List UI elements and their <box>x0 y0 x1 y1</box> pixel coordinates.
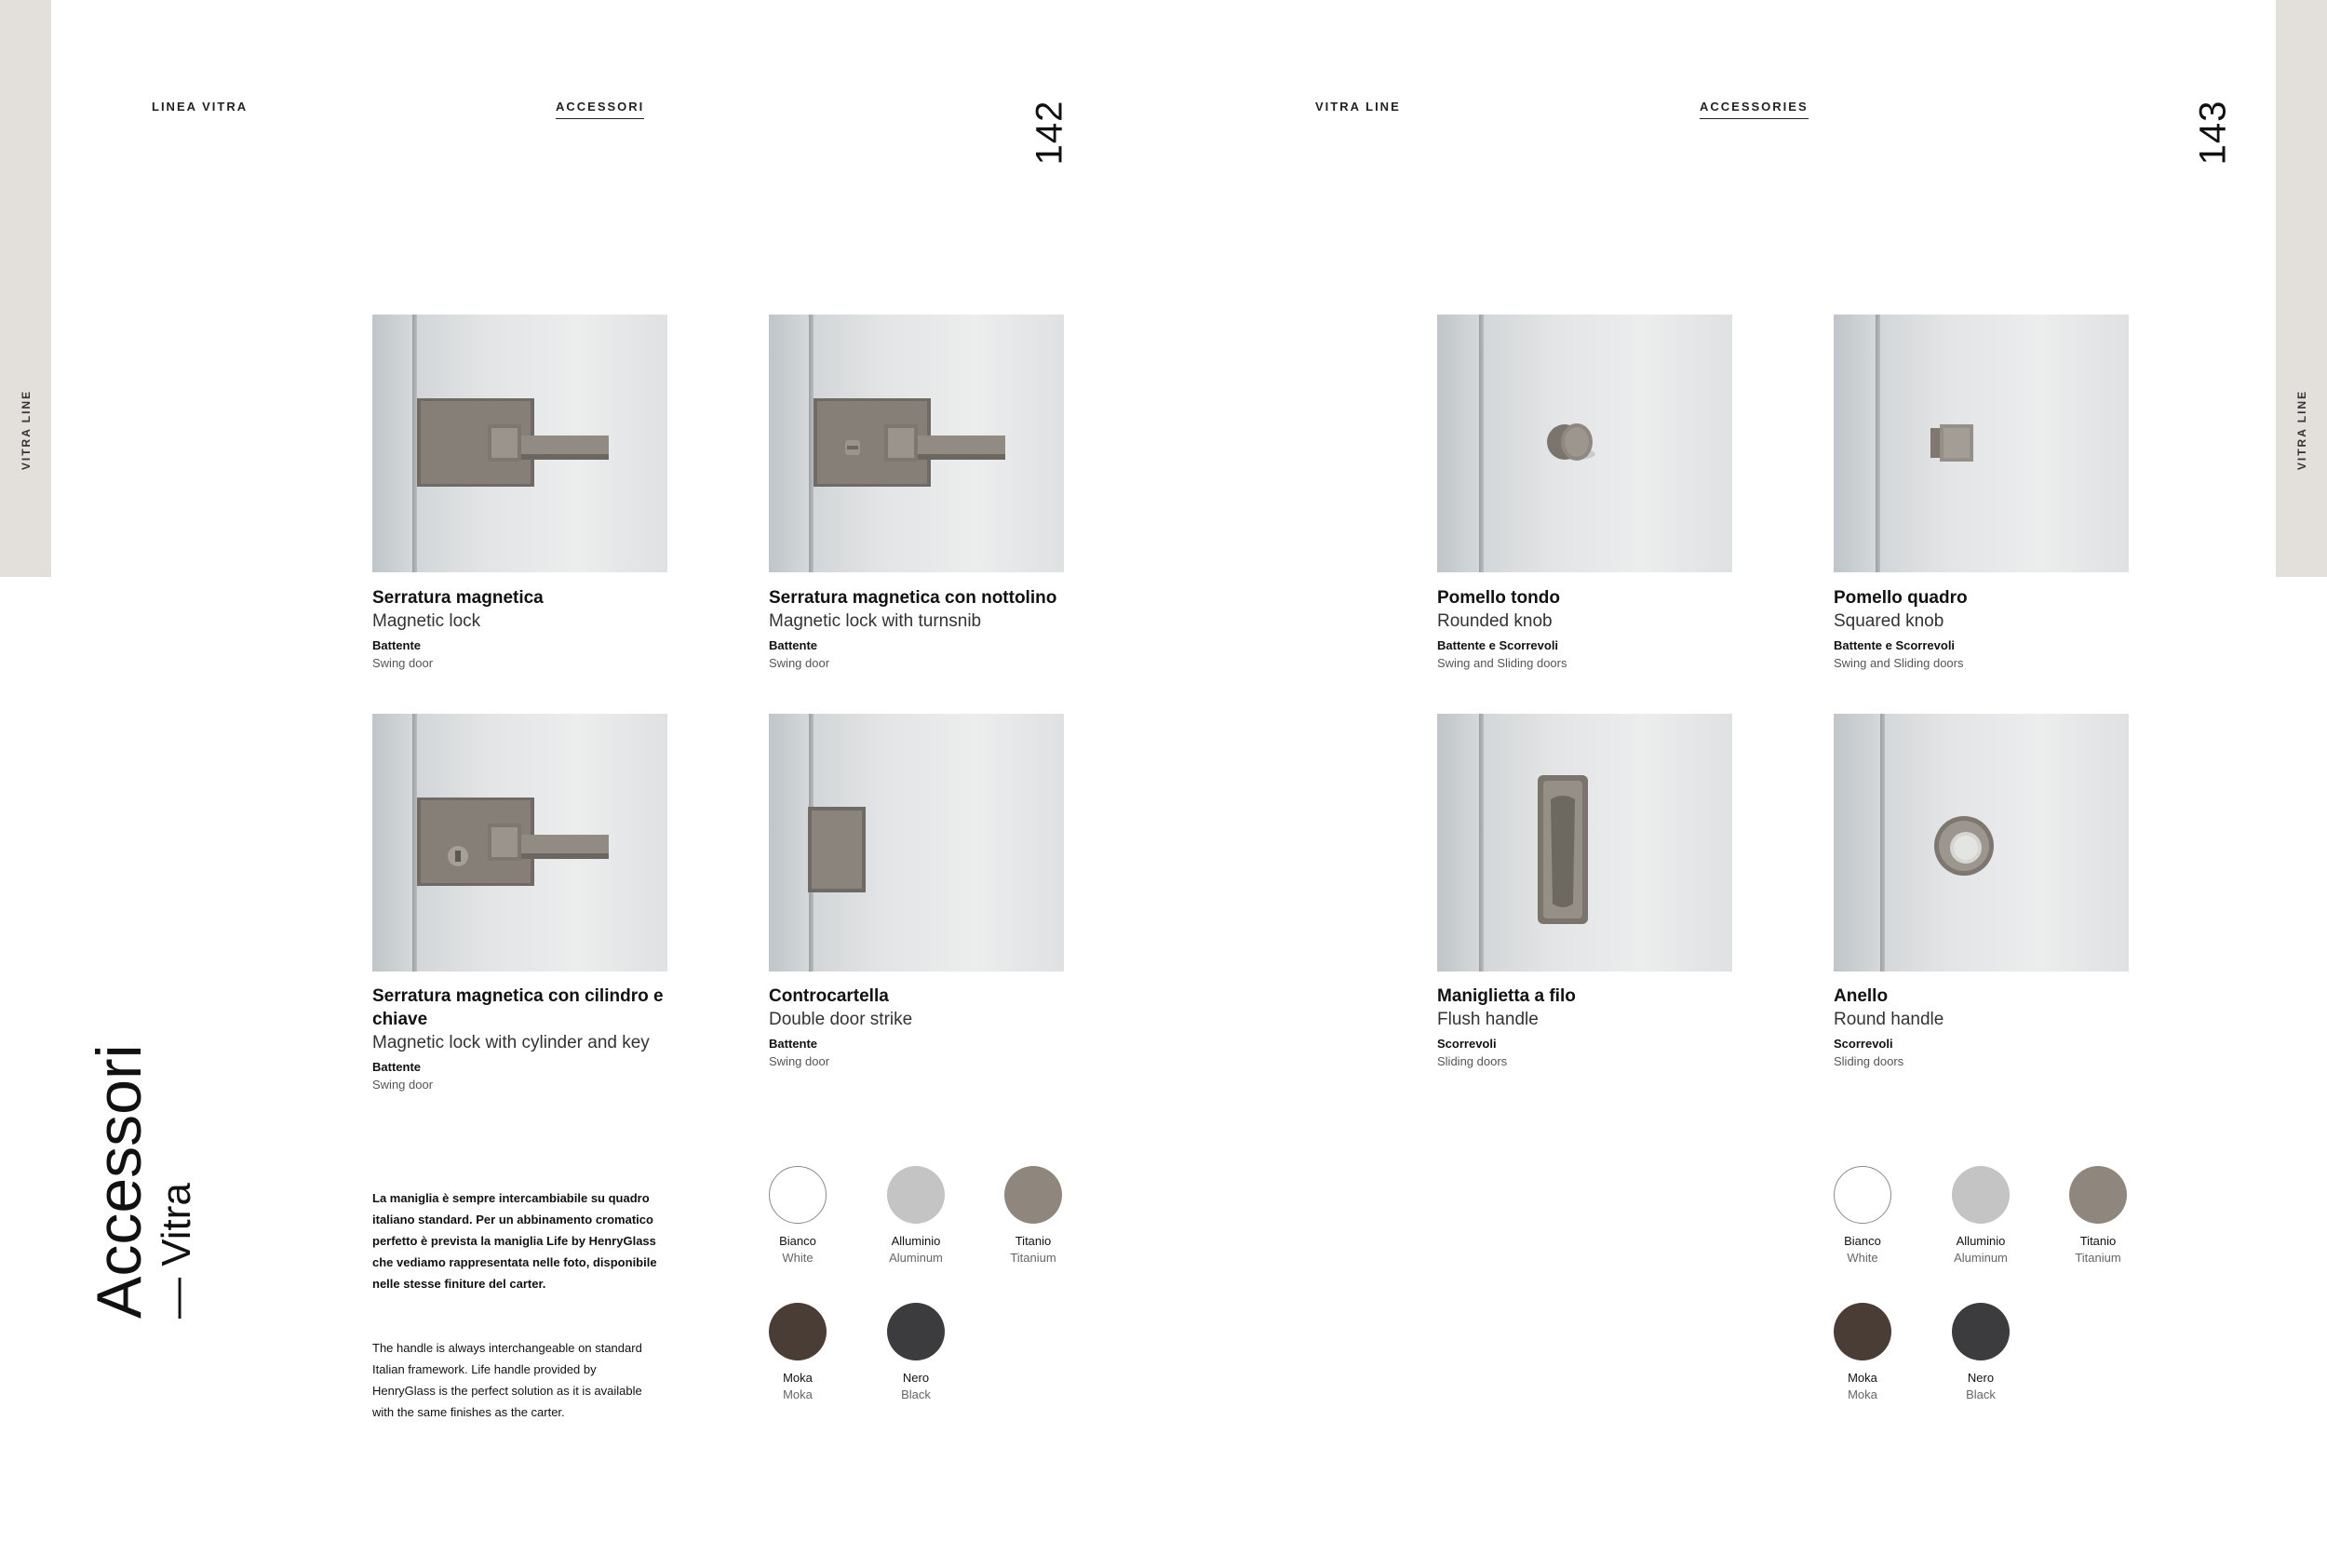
finish-name-it: Alluminio <box>891 1234 941 1248</box>
product-type-en: Sliding doors <box>1437 1054 1508 1068</box>
finish-name-en: Black <box>901 1387 931 1401</box>
product-photo-magnetic-lock-turnsnib <box>769 315 1064 572</box>
product-subtitle: Magnetic lock with cylinder and key <box>372 1033 650 1052</box>
product-title: Pomello quadro <box>1834 588 1968 608</box>
product-caption-rounded-knob <box>1437 586 1744 671</box>
right-side-band <box>2276 0 2327 577</box>
product-caption-magnetic-lock <box>372 586 679 671</box>
finish-name-en: Titanium <box>2075 1251 2121 1265</box>
product-title: Serratura magnetica con cilindro e chiave <box>372 986 664 1029</box>
finish-label-nero <box>1930 1369 2032 1403</box>
finish-name-it: Nero <box>1967 1371 1995 1385</box>
finish-swatch-titanio[interactable] <box>1004 1166 1062 1224</box>
finish-name-it: Titanio <box>1015 1234 1052 1248</box>
section-title-block <box>84 1012 202 1319</box>
finish-swatch-bianco[interactable] <box>1834 1166 1891 1224</box>
product-subtitle: Magnetic lock with turnsnib <box>769 611 982 631</box>
product-caption-magnetic-lock-cylinder <box>372 985 679 1092</box>
product-type-en: Sliding doors <box>1834 1054 1904 1068</box>
finish-name-en: Aluminum <box>889 1251 943 1265</box>
product-title: Maniglietta a filo <box>1437 986 1576 1006</box>
finish-name-it: Moka <box>783 1371 813 1385</box>
finish-label-titanio <box>2047 1232 2149 1266</box>
product-subtitle: Flush handle <box>1437 1010 1539 1029</box>
finish-label-titanio <box>982 1232 1084 1266</box>
product-photo-magnetic-lock <box>372 315 667 572</box>
finish-name-en: Titanium <box>1010 1251 1056 1265</box>
right-header-series: VITRA LINE <box>1315 100 1401 114</box>
product-subtitle: Squared knob <box>1834 611 1944 631</box>
product-caption-squared-knob <box>1834 586 2141 671</box>
product-type-en: Swing door <box>769 656 830 670</box>
finish-swatch-alluminio[interactable] <box>1952 1166 2010 1224</box>
product-type-en: Swing door <box>372 1078 434 1092</box>
finish-name-en: Black <box>1966 1387 1996 1401</box>
left-header-series: LINEA VITRA <box>152 100 249 114</box>
finish-swatch-nero[interactable] <box>887 1303 945 1360</box>
right-page-number: 143 <box>2192 100 2234 166</box>
product-photo-flush-handle <box>1437 714 1732 972</box>
finish-swatch-moka[interactable] <box>1834 1303 1891 1360</box>
product-type-it: Battente <box>769 638 818 652</box>
product-type-it: Scorrevoli <box>1437 1037 1497 1051</box>
finish-name-en: White <box>1847 1251 1878 1265</box>
product-subtitle: Round handle <box>1834 1010 1944 1029</box>
product-photo-squared-knob <box>1834 315 2129 572</box>
section-subtitle: — Vitra <box>154 1183 199 1319</box>
product-title: Serratura magnetica con nottolino <box>769 588 1057 608</box>
product-subtitle: Magnetic lock <box>372 611 481 631</box>
finish-swatch-nero[interactable] <box>1952 1303 2010 1360</box>
product-type-it: Battente e Scorrevoli <box>1437 638 1559 652</box>
right-header-section[interactable]: ACCESSORIES <box>1700 100 1809 119</box>
finish-name-it: Titanio <box>2079 1234 2117 1248</box>
product-title: Controcartella <box>769 986 889 1006</box>
product-type-en: Swing and Sliding doors <box>1437 656 1567 670</box>
finish-label-nero <box>865 1369 967 1403</box>
finish-name-en: White <box>782 1251 814 1265</box>
product-title: Pomello tondo <box>1437 588 1560 608</box>
product-type-en: Swing and Sliding doors <box>1834 656 1964 670</box>
finish-label-bianco <box>747 1232 849 1266</box>
finish-swatch-alluminio[interactable] <box>887 1166 945 1224</box>
left-side-band <box>0 0 51 577</box>
product-caption-flush-handle <box>1437 985 1744 1069</box>
left-header-section[interactable]: ACCESSORI <box>556 100 644 119</box>
product-type-it: Battente <box>372 1060 422 1074</box>
finish-name-en: Moka <box>783 1387 813 1401</box>
finish-label-moka <box>747 1369 849 1403</box>
product-type-it: Battente <box>372 638 422 652</box>
finish-label-alluminio <box>865 1232 967 1266</box>
right-side-label: VITRA LINE <box>2295 389 2308 471</box>
finish-swatch-moka[interactable] <box>769 1303 827 1360</box>
product-type-it: Battente e Scorrevoli <box>1834 638 1956 652</box>
finish-swatch-titanio[interactable] <box>2069 1166 2127 1224</box>
product-photo-magnetic-lock-cylinder <box>372 714 667 972</box>
left-page-number: 142 <box>1029 100 1070 166</box>
description-italian: La maniglia è sempre intercambiabile su quadro italiano standard. Per un abbinamento cromatico perfetto è prevista la maniglia Life by HenryGlass che vediamo rappresentata nelle foto, disponibile nelle stesse finiture del carter. <box>372 1191 657 1291</box>
section-title: Accessori <box>84 1044 155 1319</box>
finish-label-alluminio <box>1930 1232 2032 1266</box>
product-title: Serratura magnetica <box>372 588 544 608</box>
product-type-en: Swing door <box>372 656 434 670</box>
finish-name-it: Nero <box>902 1371 930 1385</box>
left-side-label: VITRA LINE <box>20 389 33 471</box>
product-type-it: Scorrevoli <box>1834 1037 1893 1051</box>
product-subtitle: Double door strike <box>769 1010 913 1029</box>
product-caption-round-handle <box>1834 985 2141 1069</box>
product-title: Anello <box>1834 986 1889 1006</box>
product-subtitle: Rounded knob <box>1437 611 1553 631</box>
finish-swatch-bianco[interactable] <box>769 1166 827 1224</box>
product-caption-magnetic-lock-turnsnib <box>769 586 1076 671</box>
finish-name-en: Moka <box>1848 1387 1877 1401</box>
finish-name-it: Bianco <box>1844 1234 1881 1248</box>
finish-name-it: Bianco <box>779 1234 816 1248</box>
product-type-it: Battente <box>769 1037 818 1051</box>
description-english: The handle is always interchangeable on standard Italian framework. Life handle provided by HenryGlass is the perfect solution as it is available with the same finishes as the carter. <box>372 1341 642 1419</box>
product-caption-double-door-strike <box>769 985 1076 1069</box>
finish-name-it: Moka <box>1848 1371 1877 1385</box>
finish-label-moka <box>1811 1369 1914 1403</box>
product-photo-rounded-knob <box>1437 315 1732 572</box>
finish-label-bianco <box>1811 1232 1914 1266</box>
product-photo-double-door-strike <box>769 714 1064 972</box>
product-photo-round-handle <box>1834 714 2129 972</box>
finish-name-en: Aluminum <box>1954 1251 2008 1265</box>
product-type-en: Swing door <box>769 1054 830 1068</box>
finish-name-it: Alluminio <box>1956 1234 2006 1248</box>
